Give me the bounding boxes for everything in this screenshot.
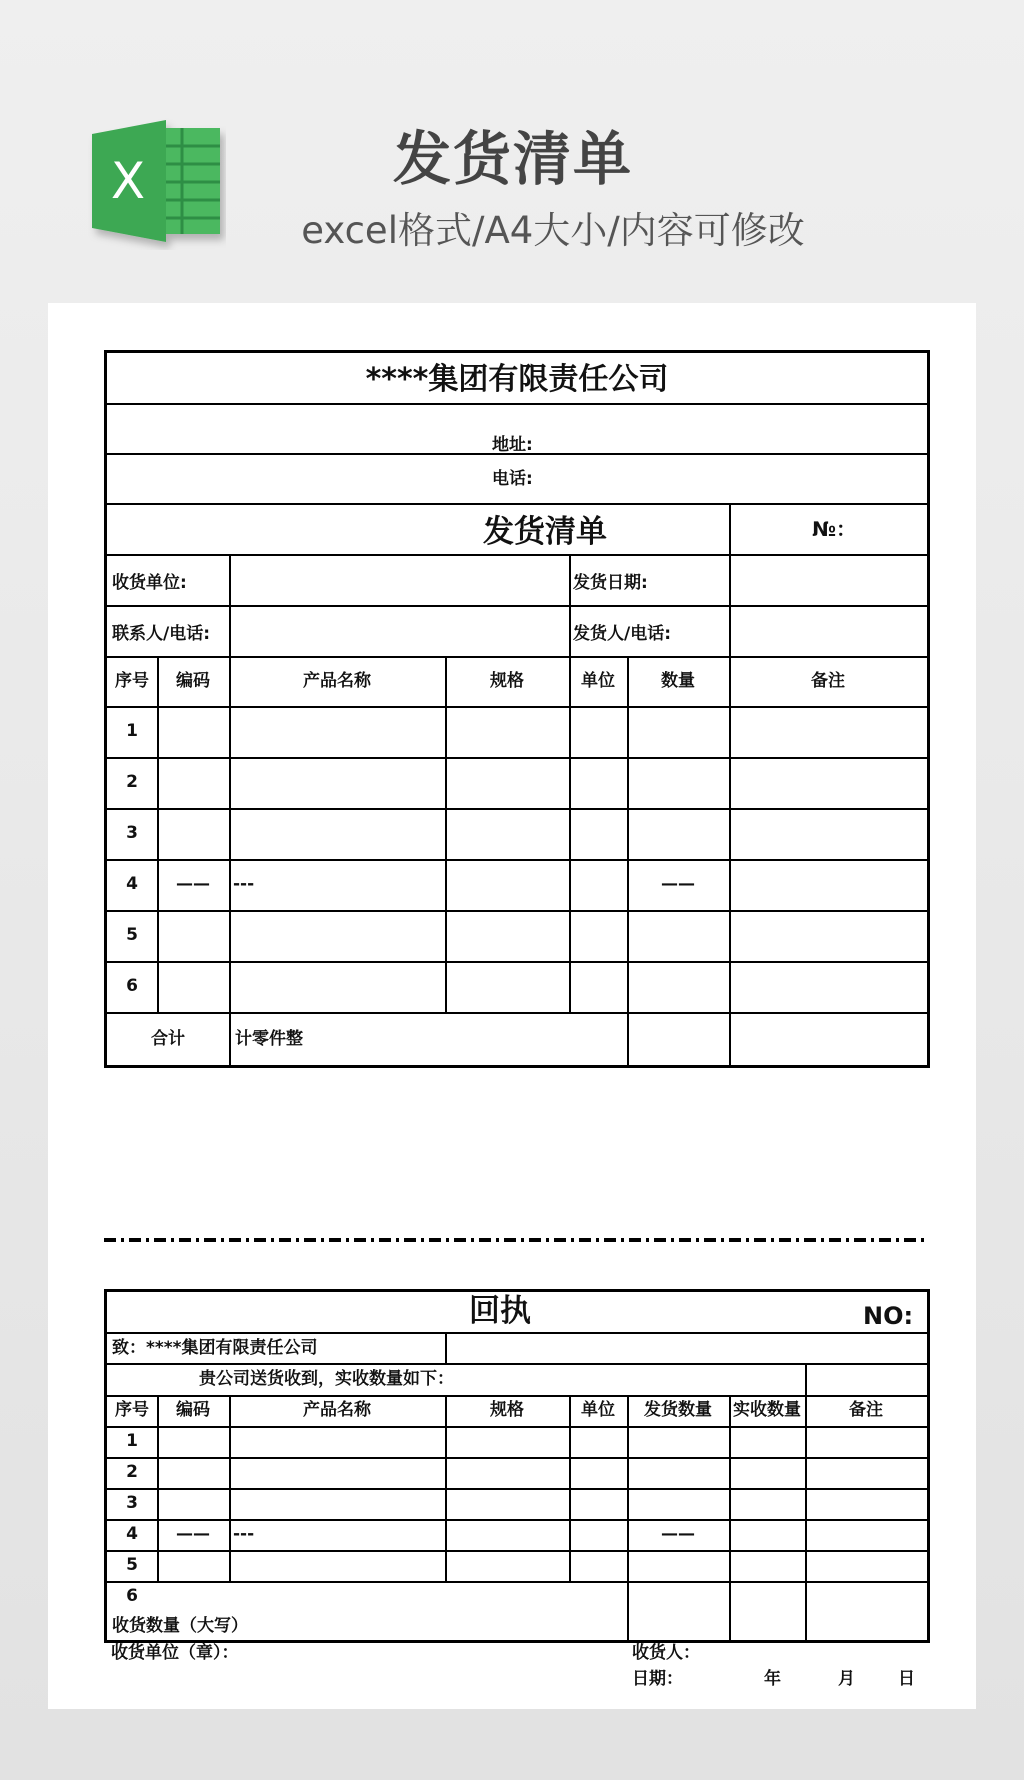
banner-title: 发货清单 — [392, 125, 633, 193]
form-number-label: №： — [812, 517, 857, 541]
column-header: 单位 — [581, 671, 615, 691]
row-number: 4 — [126, 874, 138, 894]
logo-letter: X — [110, 152, 146, 210]
total-text: 计零件整 — [235, 1029, 303, 1049]
row-number: 1 — [126, 721, 138, 741]
column-header: 发货数量 — [644, 1400, 712, 1420]
paper-sheet — [48, 303, 976, 1709]
column-header: 单位 — [581, 1400, 615, 1420]
date-label: 日期： — [632, 1669, 683, 1689]
column-header: 备注 — [811, 671, 845, 691]
column-header: 编码 — [176, 671, 210, 691]
qty-caps-label: 收货数量（大写） — [112, 1616, 248, 1636]
row-number: 5 — [126, 1555, 138, 1575]
row-number: 5 — [126, 925, 138, 945]
column-header: 序号 — [115, 671, 149, 691]
receipt-number-label: NO: — [863, 1302, 914, 1330]
contact-label: 联系人/电话: — [112, 624, 211, 644]
column-header: 产品名称 — [303, 671, 371, 691]
column-header: 编码 — [176, 1400, 210, 1420]
row4-name: --- — [233, 874, 255, 894]
column-header: 序号 — [115, 1400, 149, 1420]
cut-line — [104, 1238, 928, 1242]
company-name: ****集团有限责任公司 — [365, 362, 669, 397]
row-number: 3 — [126, 1493, 138, 1513]
shipper-label: 发货人/电话: — [573, 624, 672, 644]
form-title: 发货清单 — [483, 514, 607, 550]
ship-date-label: 发货日期: — [573, 573, 648, 593]
row-number: 6 — [126, 1586, 138, 1606]
day-label: 日 — [898, 1669, 915, 1689]
phone-label: 电话: — [492, 469, 533, 489]
column-header: 规格 — [490, 671, 524, 691]
month-label: 月 — [838, 1669, 855, 1689]
shipping-form — [104, 350, 930, 1068]
row4-qty: —— — [661, 1524, 695, 1544]
column-header: 备注 — [849, 1400, 883, 1420]
column-header: 规格 — [490, 1400, 524, 1420]
row4-name: --- — [233, 1524, 255, 1544]
row-number: 4 — [126, 1524, 138, 1544]
address-label: 地址: — [492, 435, 533, 455]
row-number: 2 — [126, 1462, 138, 1482]
row-number: 2 — [126, 772, 138, 792]
receiver-label: 收货人： — [632, 1643, 700, 1663]
row4-code: —— — [176, 1524, 210, 1544]
receipt-notice: 贵公司送货收到，实收数量如下： — [199, 1369, 454, 1389]
row-number: 3 — [126, 823, 138, 843]
total-label: 合计 — [151, 1029, 185, 1049]
banner-subtitle: excel格式/A4大小/内容可修改 — [301, 209, 805, 252]
row4-code: —— — [176, 874, 210, 894]
consignee-seal-label: 收货单位（章）： — [111, 1643, 239, 1663]
year-label: 年 — [764, 1669, 781, 1689]
row-number: 1 — [126, 1431, 138, 1451]
row-number: 6 — [126, 976, 138, 996]
excel-icon — [88, 114, 226, 250]
receipt-title: 回执 — [469, 1293, 531, 1329]
receipt-to-line: 致：****集团有限责任公司 — [112, 1338, 318, 1358]
receipt-form — [104, 1289, 930, 1643]
column-header: 实收数量 — [733, 1400, 801, 1420]
row4-qty: —— — [661, 874, 695, 894]
consignee-label: 收货单位: — [112, 573, 187, 593]
column-header: 产品名称 — [303, 1400, 371, 1420]
column-header: 数量 — [661, 671, 695, 691]
